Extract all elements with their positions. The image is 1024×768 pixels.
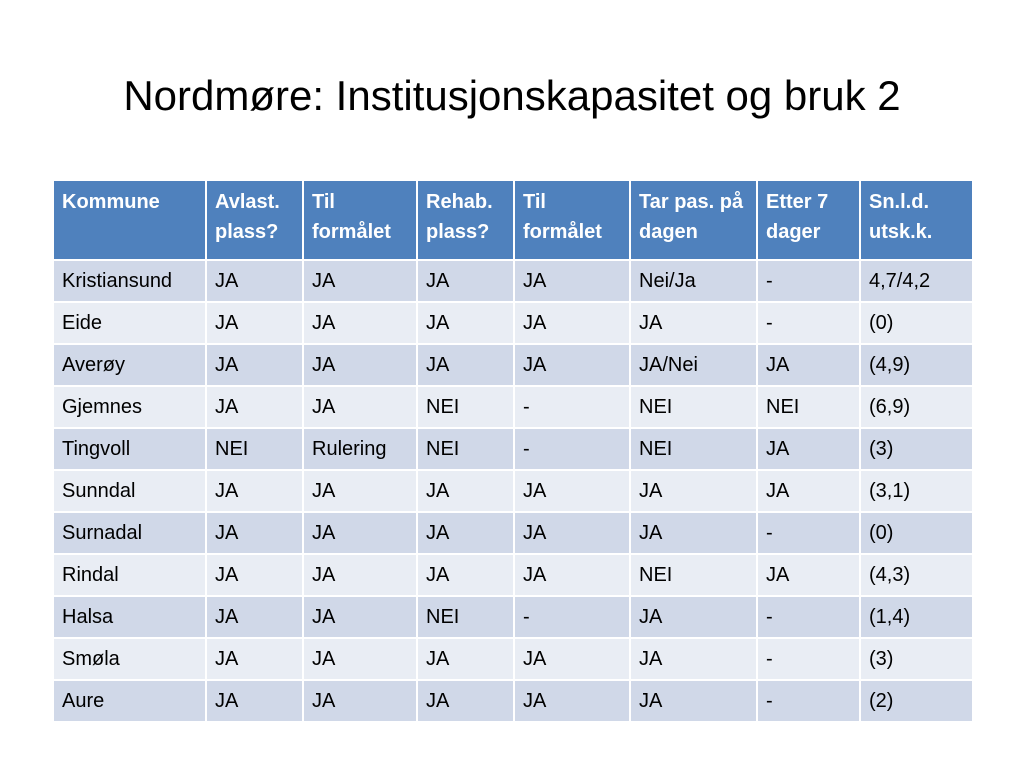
- table-row: [53, 302, 973, 344]
- table-cell: JA: [206, 470, 303, 512]
- header-row: [53, 180, 973, 260]
- table-cell: JA: [206, 596, 303, 638]
- table-row: [53, 596, 973, 638]
- table-cell: JA: [206, 512, 303, 554]
- column-header: Kommune: [53, 180, 206, 260]
- table-cell: JA: [206, 260, 303, 302]
- table-cell: Nei/Ja: [630, 260, 757, 302]
- table-cell: JA: [757, 428, 860, 470]
- table-cell: (2): [860, 680, 973, 722]
- table-cell: JA: [417, 638, 514, 680]
- table-cell: (3): [860, 638, 973, 680]
- column-header: Avlast. plass?: [206, 180, 303, 260]
- table-cell: JA: [417, 554, 514, 596]
- table-cell: -: [514, 386, 630, 428]
- kommune-cell: Surnadal: [53, 512, 206, 554]
- table-cell: JA: [303, 302, 417, 344]
- table-row: [53, 638, 973, 680]
- table-cell: JA: [303, 344, 417, 386]
- table-cell: JA: [303, 638, 417, 680]
- column-header: Rehab. plass?: [417, 180, 514, 260]
- table-cell: -: [757, 512, 860, 554]
- table-cell: 4,7/4,2: [860, 260, 973, 302]
- table-cell: JA: [206, 638, 303, 680]
- table-row: [53, 386, 973, 428]
- table-cell: JA: [206, 344, 303, 386]
- table-row: [53, 344, 973, 386]
- kommune-cell: Kristiansund: [53, 260, 206, 302]
- table-cell: JA/Nei: [630, 344, 757, 386]
- table-cell: JA: [757, 470, 860, 512]
- table-cell: NEI: [630, 428, 757, 470]
- table-row: [53, 428, 973, 470]
- table-cell: -: [757, 596, 860, 638]
- table-cell: JA: [417, 512, 514, 554]
- table-cell: JA: [514, 344, 630, 386]
- table-cell: JA: [417, 302, 514, 344]
- table-row: [53, 680, 973, 722]
- table-cell: NEI: [630, 554, 757, 596]
- table-cell: JA: [514, 638, 630, 680]
- table-cell: JA: [206, 680, 303, 722]
- table-cell: -: [757, 680, 860, 722]
- table-cell: JA: [630, 680, 757, 722]
- table-row: [53, 260, 973, 302]
- table-cell: JA: [630, 302, 757, 344]
- capacity-table: [52, 179, 974, 723]
- table-cell: JA: [303, 470, 417, 512]
- kommune-cell: Rindal: [53, 554, 206, 596]
- table-cell: JA: [630, 596, 757, 638]
- table-row: [53, 512, 973, 554]
- table-cell: JA: [417, 680, 514, 722]
- table-cell: (3,1): [860, 470, 973, 512]
- column-header: Etter 7 dager: [757, 180, 860, 260]
- table-cell: (4,3): [860, 554, 973, 596]
- table-cell: -: [757, 302, 860, 344]
- table-cell: NEI: [630, 386, 757, 428]
- table-cell: JA: [630, 512, 757, 554]
- table-cell: -: [757, 260, 860, 302]
- table-cell: JA: [417, 470, 514, 512]
- table-cell: -: [757, 638, 860, 680]
- kommune-cell: Sunndal: [53, 470, 206, 512]
- column-header: Til formålet: [303, 180, 417, 260]
- table-cell: JA: [757, 344, 860, 386]
- table-row: [53, 470, 973, 512]
- table-header: [53, 180, 973, 260]
- table-cell: (1,4): [860, 596, 973, 638]
- table-cell: JA: [206, 554, 303, 596]
- table-cell: JA: [514, 302, 630, 344]
- table-cell: Rulering: [303, 428, 417, 470]
- column-header: Tar pas. på dagen: [630, 180, 757, 260]
- table-cell: NEI: [417, 596, 514, 638]
- table-cell: -: [514, 428, 630, 470]
- table-cell: -: [514, 596, 630, 638]
- table-cell: (6,9): [860, 386, 973, 428]
- table-cell: NEI: [757, 386, 860, 428]
- table-cell: JA: [514, 680, 630, 722]
- table-cell: JA: [417, 344, 514, 386]
- slide-title: Nordmøre: Institusjonskapasitet og bruk 2: [123, 72, 901, 119]
- table-cell: JA: [303, 512, 417, 554]
- kommune-cell: Halsa: [53, 596, 206, 638]
- table-cell: JA: [514, 512, 630, 554]
- table-cell: JA: [417, 260, 514, 302]
- kommune-cell: Averøy: [53, 344, 206, 386]
- table-cell: NEI: [417, 386, 514, 428]
- table-cell: JA: [303, 596, 417, 638]
- table-cell: NEI: [417, 428, 514, 470]
- table-body: [53, 260, 973, 722]
- table-cell: JA: [514, 554, 630, 596]
- table-cell: JA: [514, 470, 630, 512]
- kommune-cell: Smøla: [53, 638, 206, 680]
- kommune-cell: Eide: [53, 302, 206, 344]
- kommune-cell: Gjemnes: [53, 386, 206, 428]
- table-cell: (0): [860, 302, 973, 344]
- table-cell: JA: [303, 260, 417, 302]
- column-header: Sn.l.d. utsk.k.: [860, 180, 973, 260]
- table-cell: JA: [303, 386, 417, 428]
- column-header: Til formålet: [514, 180, 630, 260]
- table-cell: JA: [206, 386, 303, 428]
- table-cell: JA: [206, 302, 303, 344]
- table-cell: JA: [514, 260, 630, 302]
- kommune-cell: Aure: [53, 680, 206, 722]
- table-row: [53, 554, 973, 596]
- table-cell: NEI: [206, 428, 303, 470]
- table-cell: (4,9): [860, 344, 973, 386]
- table-cell: JA: [630, 638, 757, 680]
- table-cell: JA: [303, 554, 417, 596]
- table-cell: JA: [757, 554, 860, 596]
- table-cell: (0): [860, 512, 973, 554]
- table-cell: JA: [303, 680, 417, 722]
- kommune-cell: Tingvoll: [53, 428, 206, 470]
- table-cell: JA: [630, 470, 757, 512]
- table-cell: (3): [860, 428, 973, 470]
